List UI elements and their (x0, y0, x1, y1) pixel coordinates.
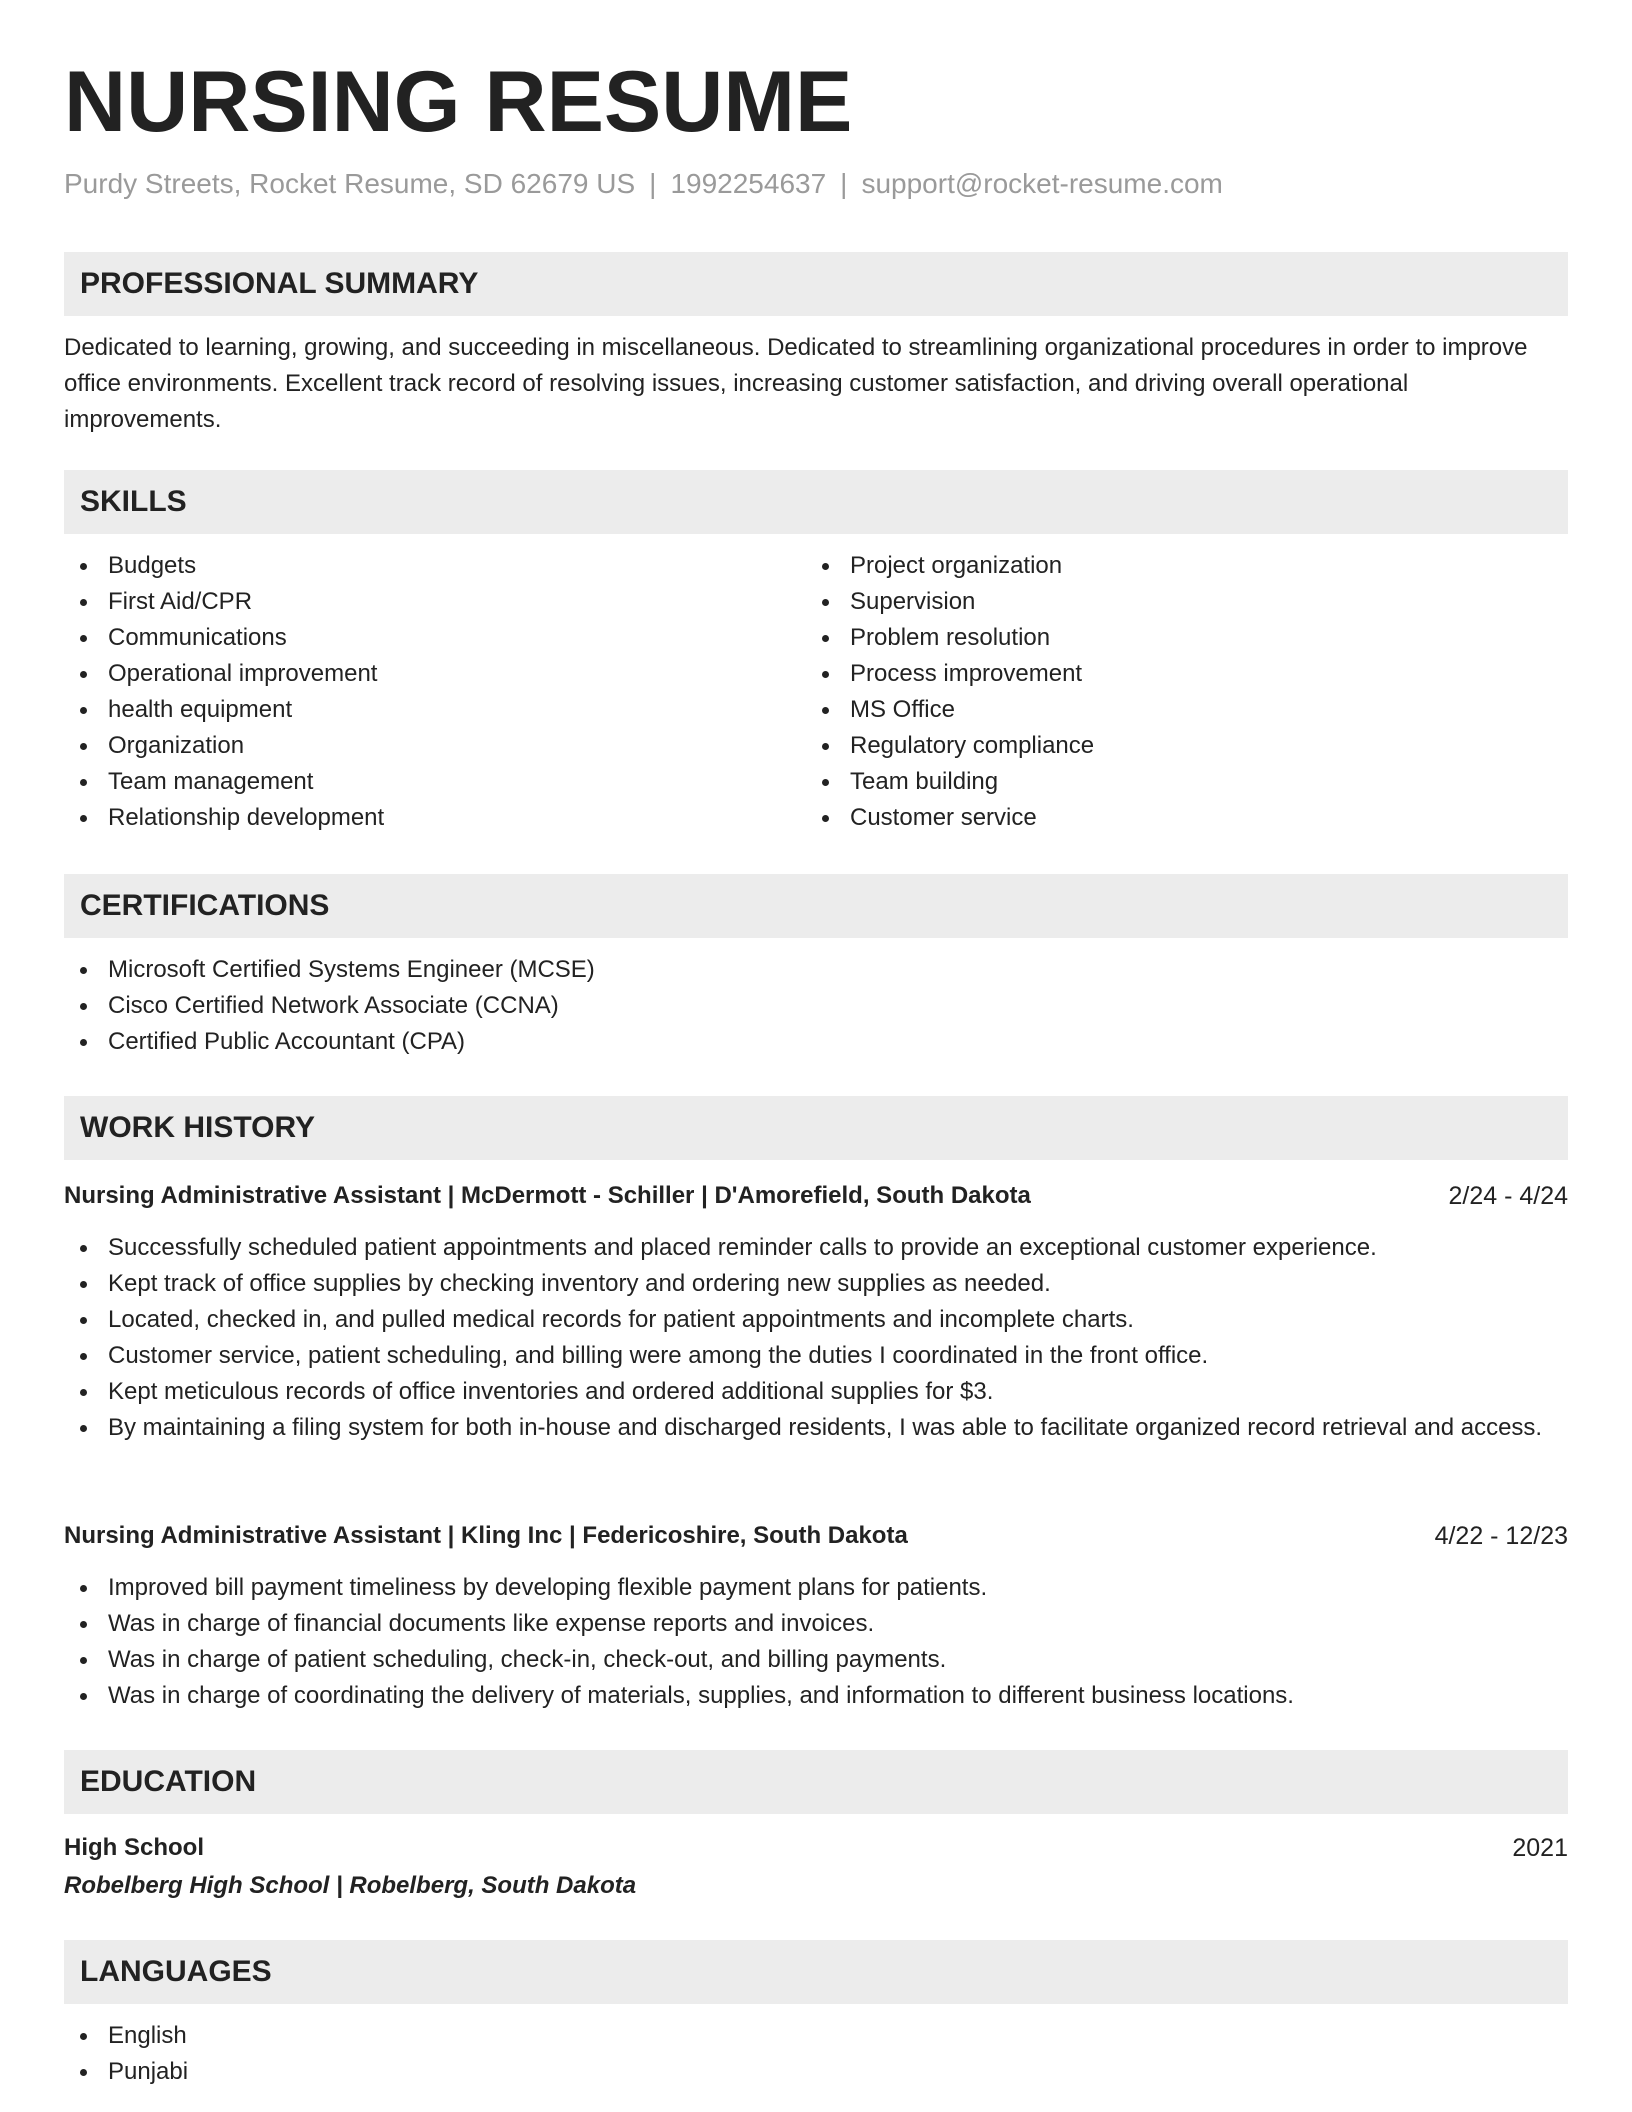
skill-item: Operational improvement (64, 656, 794, 692)
skills-right-column (806, 548, 1536, 836)
education-year: 2021 (1512, 1834, 1568, 1862)
language-item: Punjabi (64, 2054, 1568, 2090)
skill-item: Supervision (806, 584, 1536, 620)
skill-item: Project organization (806, 548, 1536, 584)
skill-item: Relationship development (64, 800, 794, 836)
job-bullet: Improved bill payment timeliness by developing flexible payment plans for patients. (64, 1570, 1568, 1606)
skill-item: MS Office (806, 692, 1536, 728)
skill-item: Team building (806, 764, 1536, 800)
resume-title: NURSING RESUME (64, 54, 853, 150)
skill-item: Communications (64, 620, 794, 656)
job-bullet: Located, checked in, and pulled medical records for patient appointments and incomplete charts. (64, 1302, 1568, 1338)
contact-phone: 1992254637 (670, 168, 827, 199)
work-history-heading: WORK HISTORY (64, 1096, 1568, 1160)
job-title: Nursing Administrative Assistant | McDermott - Schiller | D'Amorefield, South Dakota (64, 1182, 1031, 1209)
job-bullet: By maintaining a filing system for both in-house and discharged residents, I was able to facilitate organized record retrieval and access. (64, 1410, 1568, 1446)
job-bullet: Was in charge of patient scheduling, check-in, check-out, and billing payments. (64, 1642, 1568, 1678)
certifications-list (64, 952, 1568, 1060)
certification-item: Cisco Certified Network Associate (CCNA) (64, 988, 1568, 1024)
skills-heading: SKILLS (64, 470, 1568, 534)
skills-left-column (64, 548, 794, 836)
skill-item: Process improvement (806, 656, 1536, 692)
contact-separator: | (840, 168, 848, 199)
job-title: Nursing Administrative Assistant | Kling Inc | Federicoshire, South Dakota (64, 1522, 908, 1549)
certification-item: Certified Public Accountant (CPA) (64, 1024, 1568, 1060)
job-bullets (64, 1230, 1568, 1446)
skill-item: Customer service (806, 800, 1536, 836)
contact-address: Purdy Streets, Rocket Resume, SD 62679 US (64, 168, 636, 199)
skill-item: health equipment (64, 692, 794, 728)
job-bullet: Was in charge of coordinating the delivery of materials, supplies, and information to different business locations. (64, 1678, 1568, 1714)
contact-email: support@rocket-resume.com (861, 168, 1223, 199)
education-school: Robelberg High School | Robelberg, South Dakota (64, 1872, 637, 1899)
certification-item: Microsoft Certified Systems Engineer (MCSE) (64, 952, 1568, 988)
job-bullet: Customer service, patient scheduling, and billing were among the duties I coordinated in the front office. (64, 1338, 1568, 1374)
job-bullet: Was in charge of financial documents like expense reports and invoices. (64, 1606, 1568, 1642)
job-dates: 2/24 - 4/24 (1448, 1182, 1568, 1210)
education-heading: EDUCATION (64, 1750, 1568, 1814)
skill-item: Regulatory compliance (806, 728, 1536, 764)
job-bullet: Kept meticulous records of office inventories and ordered additional supplies for $3. (64, 1374, 1568, 1410)
skill-item: First Aid/CPR (64, 584, 794, 620)
skill-item: Problem resolution (806, 620, 1536, 656)
skill-item: Organization (64, 728, 794, 764)
job-bullet: Kept track of office supplies by checking inventory and ordering new supplies as needed. (64, 1266, 1568, 1302)
languages-list (64, 2018, 1568, 2090)
certifications-heading: CERTIFICATIONS (64, 874, 1568, 938)
skill-item: Budgets (64, 548, 794, 584)
contact-line (64, 166, 1223, 202)
language-item: English (64, 2018, 1568, 2054)
summary-heading: PROFESSIONAL SUMMARY (64, 252, 1568, 316)
summary-text: Dedicated to learning, growing, and succeeding in miscellaneous. Dedicated to streamlining organizational procedures in order to improve office environments. Excellent track record of resolving issues, increasing customer satisfaction, and driving overall operational improvements. (64, 334, 1528, 433)
education-degree: High School (64, 1834, 204, 1861)
job-bullet: Successfully scheduled patient appointments and placed reminder calls to provide an exceptional customer experience. (64, 1230, 1568, 1266)
job-dates: 4/22 - 12/23 (1434, 1522, 1568, 1550)
languages-heading: LANGUAGES (64, 1940, 1568, 2004)
job-bullets (64, 1570, 1568, 1714)
contact-separator: | (649, 168, 657, 199)
skill-item: Team management (64, 764, 794, 800)
